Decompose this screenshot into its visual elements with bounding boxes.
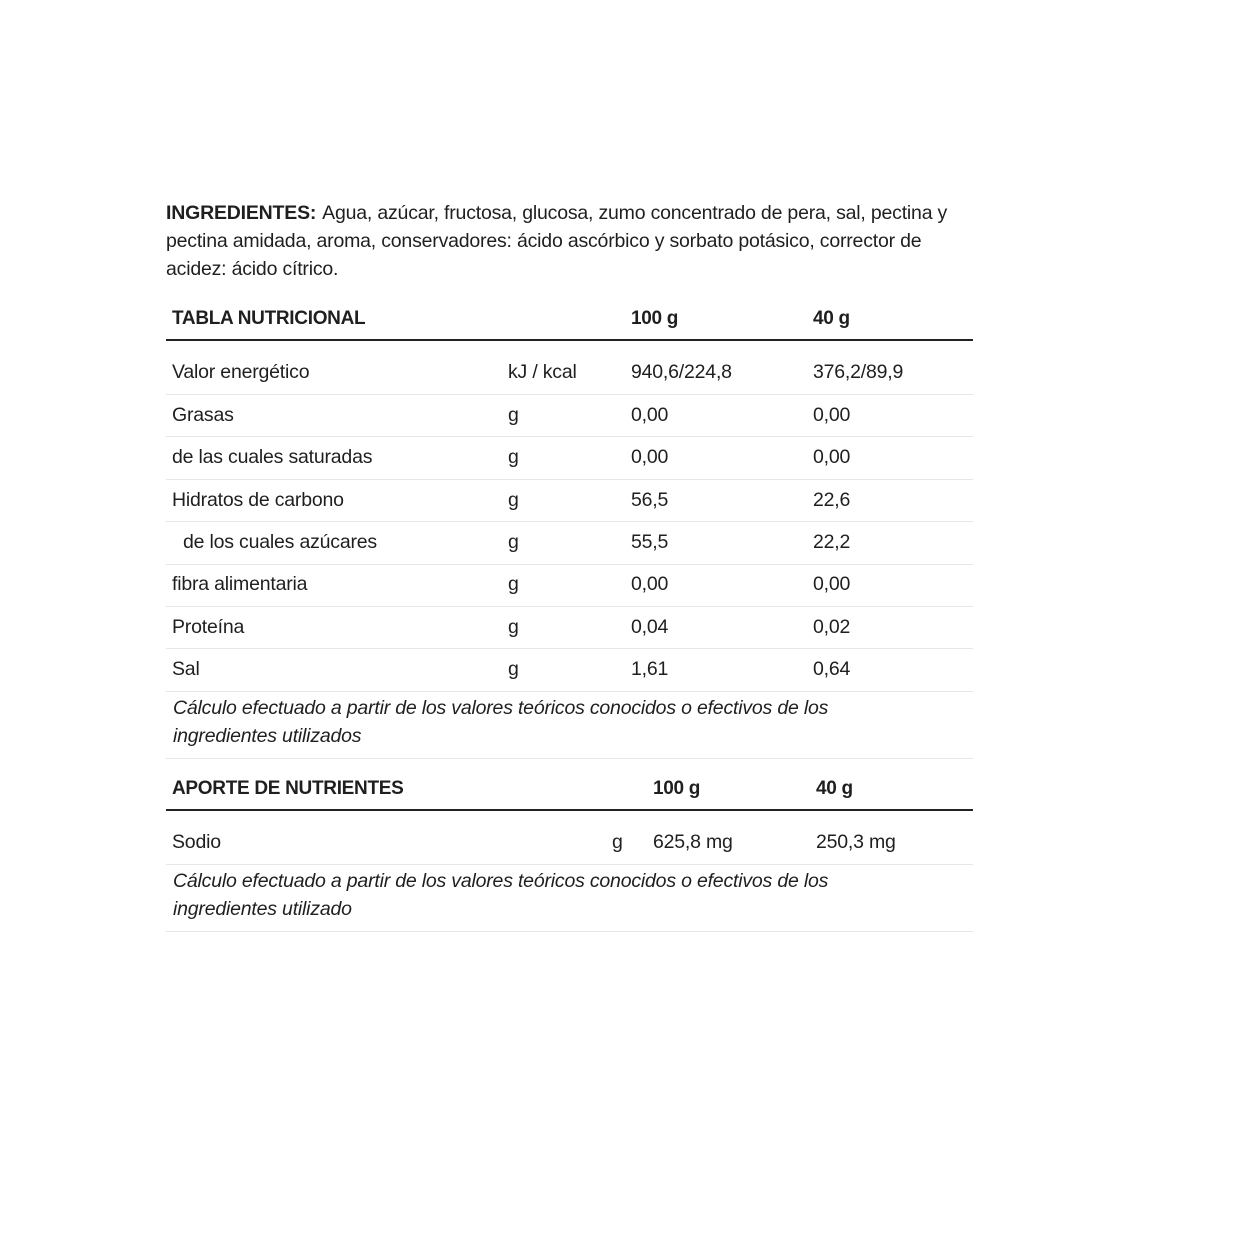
nutrition-row-value-40g: 0,00 bbox=[813, 446, 851, 468]
nutrition-row-unit: g bbox=[508, 404, 519, 426]
table-row bbox=[166, 522, 973, 565]
nutrition-row-unit: g bbox=[508, 616, 519, 638]
nutrition-row-unit: kJ / kcal bbox=[508, 361, 577, 383]
nutrition-row-value-40g: 22,2 bbox=[813, 531, 851, 553]
nutrition-row-value-40g: 376,2/89,9 bbox=[813, 361, 904, 383]
nutrients-note-text: Cálculo efectuado a partir de los valores teóricos conocidos o efectivos de los ingredientes utilizado bbox=[173, 870, 829, 920]
nutrition-note-text: Cálculo efectuado a partir de los valores teóricos conocidos o efectivos de los ingredientes utilizados bbox=[173, 697, 829, 747]
nutrition-row-value-40g: 0,00 bbox=[813, 404, 851, 426]
nutrition-row-value-100g: 0,00 bbox=[631, 404, 669, 426]
table-row bbox=[166, 480, 973, 522]
nutrition-row-value-100g: 0,00 bbox=[631, 446, 669, 468]
nutrition-row-value-100g: 0,04 bbox=[631, 616, 669, 638]
nutrition-table-body bbox=[166, 341, 973, 692]
nutrition-row-value-100g: 0,00 bbox=[631, 573, 669, 595]
nutrition-row-unit: g bbox=[508, 446, 519, 468]
table-row bbox=[166, 565, 973, 607]
nutrition-row-name: Proteína bbox=[172, 616, 245, 638]
nutrition-row-name: Hidratos de carbono bbox=[172, 489, 344, 511]
table-row bbox=[166, 811, 973, 865]
nutrition-row-value-40g: 22,6 bbox=[813, 489, 851, 511]
nutrients-table bbox=[166, 772, 973, 932]
nutrition-row-name: de los cuales azúcares bbox=[183, 531, 377, 553]
nutrients-table-header bbox=[166, 772, 973, 811]
nutrition-row-name: Sal bbox=[172, 658, 200, 680]
table-row bbox=[166, 395, 973, 437]
nutrients-row-unit: g bbox=[612, 831, 623, 853]
nutrition-row-value-100g: 940,6/224,8 bbox=[631, 361, 732, 383]
nutrition-row-value-100g: 1,61 bbox=[631, 658, 669, 680]
nutrients-row-name: Sodio bbox=[172, 831, 221, 853]
nutrition-table-note bbox=[166, 692, 973, 759]
nutrition-table-title: TABLA NUTRICIONAL bbox=[172, 308, 366, 329]
nutrition-row-unit: g bbox=[508, 489, 519, 511]
nutrition-row-name: Valor energético bbox=[172, 361, 310, 383]
nutrients-row-value-100g: 625,8 mg bbox=[653, 831, 733, 853]
nutrition-row-name: fibra alimentaria bbox=[172, 573, 308, 595]
nutrition-col-40g: 40 g bbox=[813, 308, 850, 329]
nutrients-col-100g: 100 g bbox=[653, 778, 701, 799]
nutrition-row-value-40g: 0,64 bbox=[813, 658, 851, 680]
nutrients-col-40g: 40 g bbox=[816, 778, 853, 799]
table-row bbox=[166, 437, 973, 480]
table-row bbox=[166, 607, 973, 649]
nutrition-table bbox=[166, 302, 973, 759]
nutrition-row-value-40g: 0,00 bbox=[813, 573, 851, 595]
nutrition-row-value-100g: 56,5 bbox=[631, 489, 669, 511]
nutrition-row-value-40g: 0,02 bbox=[813, 616, 851, 638]
nutrients-table-title: APORTE DE NUTRIENTES bbox=[172, 778, 404, 799]
nutrition-row-unit: g bbox=[508, 531, 519, 553]
nutrients-table-note bbox=[166, 865, 973, 932]
nutrition-row-unit: g bbox=[508, 573, 519, 595]
ingredients-label: INGREDIENTES: bbox=[166, 202, 317, 224]
nutrition-row-value-100g: 55,5 bbox=[631, 531, 669, 553]
table-row bbox=[166, 649, 973, 692]
nutrition-row-name: de las cuales saturadas bbox=[172, 446, 373, 468]
nutrition-table-header bbox=[166, 302, 973, 341]
nutrition-col-100g: 100 g bbox=[631, 308, 679, 329]
nutrients-table-body bbox=[166, 811, 973, 865]
nutrients-row-value-40g: 250,3 mg bbox=[816, 831, 896, 853]
ingredients-text: Agua, azúcar, fructosa, glucosa, zumo concentrado de pera, sal, pectina y pectina amidada, aroma, conservadores: ácido ascórbico y sorbato potásico, corrector de acidez: ácido cítrico. bbox=[166, 202, 948, 280]
ingredients-block bbox=[166, 199, 966, 283]
table-row bbox=[166, 341, 973, 395]
nutrition-row-name: Grasas bbox=[172, 404, 234, 426]
nutrition-row-unit: g bbox=[508, 658, 519, 680]
